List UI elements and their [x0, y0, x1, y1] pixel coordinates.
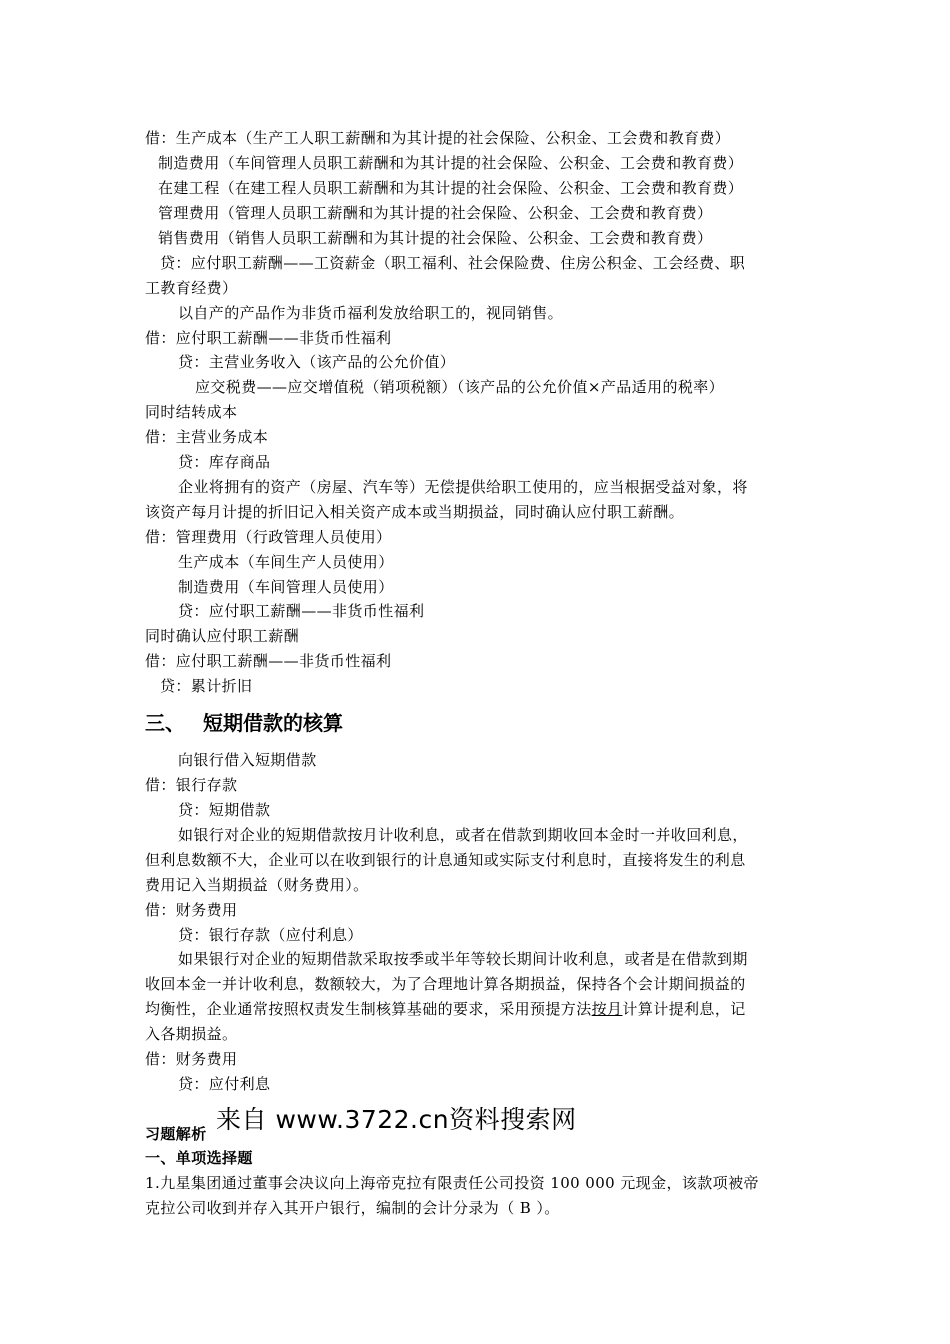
- text-line: 收回本金一并计收利息，数额较大，为了合理地计算各期损益，保持各个会计期间损益的: [145, 975, 746, 993]
- text-line: 贷：应付利息: [178, 1075, 271, 1093]
- text-line: 该资产每月计提的折旧记入相关资产成本或当期损益，同时确认应付职工薪酬。: [145, 503, 685, 521]
- text-line: 销售费用（销售人员职工薪酬和为其计提的社会保险、公积金、工会费和教育费）: [158, 229, 713, 247]
- text-line: 以自产的产品作为非货币福利发放给职工的，视同销售。: [178, 304, 564, 322]
- text-line: 借：财务费用: [145, 901, 238, 919]
- text-line: 借：主营业务成本: [145, 428, 269, 446]
- subheading: 一、单项选择题: [145, 1149, 253, 1167]
- text-line: 如果银行对企业的短期借款采取按季或半年等较长期间计收利息，或者是在借款到期: [178, 950, 748, 968]
- text-line: 1.九星集团通过董事会决议向上海帝克拉有限责任公司投资 100 000 元现金，该款项被帝: [145, 1174, 759, 1192]
- text-line: 应交税费——应交增值税（销项税额）（该产品的公允价值×产品适用的税率）: [195, 378, 725, 396]
- section-title: 短期借款的核算: [203, 711, 343, 735]
- text-line: 但利息数额不大，企业可以在收到银行的计息通知或实际支付利息时，直接将发生的利息: [145, 851, 746, 869]
- text-line: 借：管理费用（行政管理人员使用）: [145, 528, 392, 546]
- text-line: 克拉公司收到并存入其开户银行，编制的会计分录为（ B ）。: [145, 1199, 560, 1217]
- text-line: 入各期损益。: [145, 1025, 238, 1043]
- text-line: 借：应付职工薪酬——非货币性福利: [145, 329, 392, 347]
- text-line: 生产成本（车间生产人员使用）: [178, 553, 394, 571]
- text-segment: 均衡性，企业通常按照权责发生制核算基础的要求，采用预提方法: [145, 1000, 592, 1018]
- section-number: 三、: [145, 711, 185, 735]
- watermark-banner: 来自 www.3722.cn资料搜索网: [216, 1105, 577, 1134]
- text-line: 借：应付职工薪酬——非货币性福利: [145, 652, 392, 670]
- text-line: 贷：应付职工薪酬——工资薪金（职工福利、社会保险费、住房公积金、工会经费、职: [160, 254, 746, 272]
- underlined-term: 按月: [591, 1000, 623, 1018]
- text-line: 贷：累计折旧: [160, 677, 253, 695]
- text-line: 贷：短期借款: [178, 801, 271, 819]
- section-heading: [145, 710, 343, 736]
- text-line: 同时确认应付职工薪酬: [145, 627, 300, 645]
- text-segment: 计算计提利息，记: [622, 1000, 746, 1018]
- exercise-label: 习题解析: [145, 1125, 207, 1143]
- text-line: 借：财务费用: [145, 1050, 238, 1068]
- text-line: [145, 999, 746, 1019]
- text-line: 费用记入当期损益（财务费用）。: [145, 876, 369, 894]
- text-line: 贷：主营业务收入（该产品的公允价值）: [178, 353, 456, 371]
- text-line: 在建工程（在建工程人员职工薪酬和为其计提的社会保险、公积金、工会费和教育费）: [158, 179, 744, 197]
- text-line: 贷：银行存款（应付利息）: [178, 926, 363, 944]
- text-line: 借：生产成本（生产工人职工薪酬和为其计提的社会保险、公积金、工会费和教育费）: [145, 129, 731, 147]
- text-line: 贷：库存商品: [178, 453, 271, 471]
- text-line: 工教育经费）: [145, 279, 238, 297]
- text-line: 制造费用（车间管理人员使用）: [178, 578, 394, 596]
- text-line: 贷：应付职工薪酬——非货币性福利: [178, 602, 425, 620]
- text-line: 如银行对企业的短期借款按月计收利息，或者在借款到期收回本金时一并收回利息，: [178, 826, 748, 844]
- text-line: 制造费用（车间管理人员职工薪酬和为其计提的社会保险、公积金、工会费和教育费）: [158, 154, 744, 172]
- text-line: 向银行借入短期借款: [178, 751, 317, 769]
- text-line: 借：银行存款: [145, 776, 238, 794]
- text-line: 管理费用（管理人员职工薪酬和为其计提的社会保险、公积金、工会费和教育费）: [158, 204, 713, 222]
- text-line: 同时结转成本: [145, 403, 238, 421]
- text-line: 企业将拥有的资产（房屋、汽车等）无偿提供给职工使用的，应当根据受益对象，将: [178, 478, 748, 496]
